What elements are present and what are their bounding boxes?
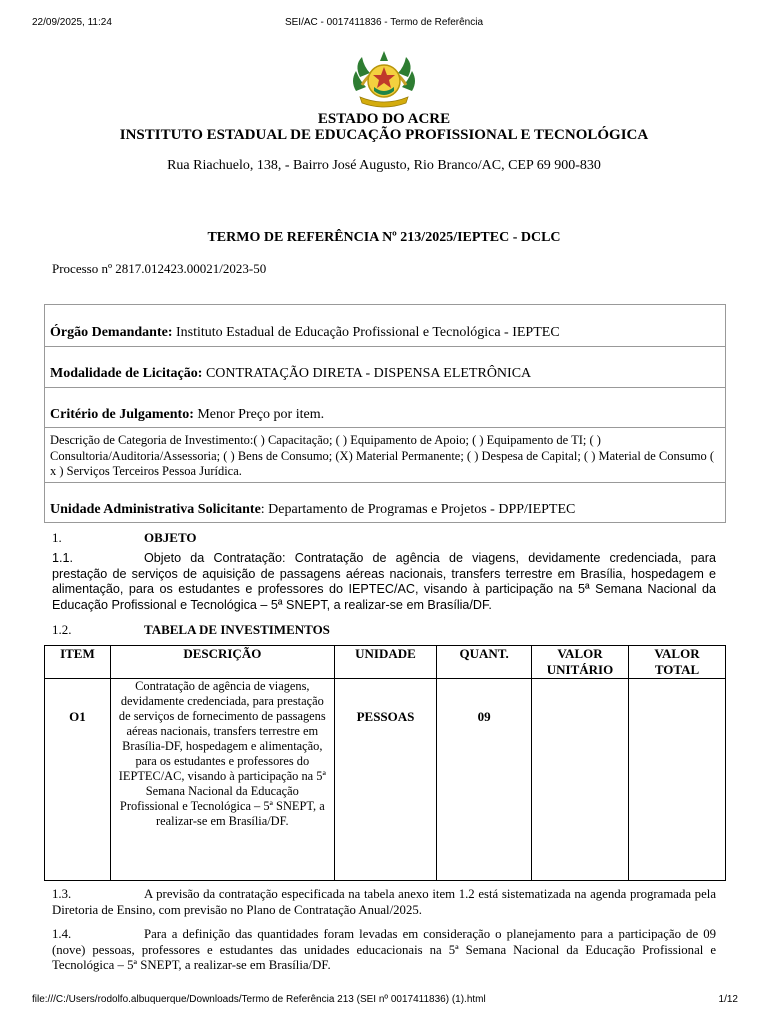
section-1-4-paragraph (52, 927, 716, 974)
modalidade-value: CONTRATAÇÃO DIRETA - DISPENSA ELETRÔNICA (202, 366, 532, 381)
table-row (45, 679, 726, 881)
print-datetime: 22/09/2025, 11:24 (32, 17, 112, 28)
section-1-1-text: Objeto da Contratação: Contratação de agência de viagens, devidamente credenciada, para prestação de serviços de aquisição de passagens aéreas nacionais, transfers terrestre em Brasília, hospedagem e alimentação, para os estudantes e professores do IEPTEC/AC, visando à participação na 5ª Semana Nacional da Educação Profissional e Tecnológica – 5ª SNEPT, a realizar-se em Brasília/DF. (52, 551, 716, 612)
print-footer (0, 994, 768, 1008)
institute-address: Rua Riachuelo, 138, - Bairro José Augusto, Rio Branco/AC, CEP 69 900-830 (167, 158, 601, 173)
header-item: ITEM (45, 646, 111, 679)
orgao-demandante-row (45, 305, 725, 347)
header-unidade: UNIDADE (334, 646, 436, 679)
acre-coat-of-arms-icon (348, 47, 420, 113)
print-header (0, 17, 768, 31)
header-valor-unitario (532, 646, 629, 679)
section-1-3-text: A previsão da contratação especificada na tabela anexo item 1.2 está sistematizada na agenda programada pela Diretoria de Ensino, com previsão no Plano de Contratação Anual/2025. (52, 887, 716, 917)
header-valor-total-line1: VALOR (654, 646, 700, 661)
section-1-1-number: 1.1. (52, 551, 74, 565)
modalidade-label: Modalidade de Licitação: (50, 366, 203, 381)
document-title: TERMO DE REFERÊNCIA Nº 213/2025/IEPTEC - DCLC (207, 230, 561, 245)
cell-item: O1 (45, 679, 111, 881)
section-1-3-number: 1.3. (52, 887, 72, 901)
header-valor-unitario-line1: VALOR (557, 646, 603, 661)
header-quant: QUANT. (437, 646, 532, 679)
header-valor-unitario-line2: UNITÁRIO (546, 662, 614, 677)
state-name: ESTADO DO ACRE (317, 111, 451, 127)
section-1-title: OBJETO (144, 530, 197, 545)
criterio-row (45, 388, 725, 428)
header-descricao: DESCRIÇÃO (110, 646, 334, 679)
section-1-1-paragraph (52, 551, 716, 613)
cell-valor-total (628, 679, 725, 881)
institute-name: INSTITUTO ESTADUAL DE EDUCAÇÃO PROFISSIONAL E TECNOLÓGICA (119, 127, 649, 143)
modalidade-row (45, 347, 725, 388)
cell-valor-unitario (532, 679, 629, 881)
investment-table (44, 645, 726, 881)
print-file-path: file:///C:/Users/rodolfo.albuquerque/Downloads/Termo de Referência 213 (SEI nº 0017411836) (1).html (32, 994, 486, 1005)
orgao-label: Órgão Demandante: (50, 325, 173, 340)
section-1-2-title: TABELA DE INVESTIMENTOS (144, 622, 330, 637)
header-valor-total (628, 646, 725, 679)
print-page-number: 1/12 (718, 994, 738, 1005)
section-1-4-number: 1.4. (52, 927, 72, 941)
orgao-value: Instituto Estadual de Educação Profissional e Tecnológica - IEPTEC (172, 325, 560, 340)
info-box (44, 304, 726, 523)
section-1-2-number: 1.2. (52, 622, 72, 637)
unidade-label: Unidade Administrativa Solicitante (50, 502, 261, 517)
header-valor-total-line2: TOTAL (654, 662, 700, 677)
section-1-3-paragraph (52, 887, 716, 918)
cell-quant: 09 (437, 679, 532, 881)
criterio-value: Menor Preço por item. (193, 407, 325, 422)
cell-descricao: Contratação de agência de viagens, devidamente credenciada, para prestação de serviços de fornecimento de passagens aéreas nacionais, transfers terrestre em Brasília-DF, hospedagem e alimentação, para os estudantes e professores do IEPTEC/AC, visando à participação na 5ª Semana Nacional da Educação Profissional e Tecnológica – 5ª SNEPT, a realizar-se em Brasília/DF. (110, 679, 334, 881)
section-1-4-text: Para a definição das quantidades foram levadas em consideração o planejamento para a participação de 09 (nove) pessoas, professores e estudantes das unidades educacionais na 5ª Semana Nacional da Educação Profissional e Tecnológica – 5ª SNEPT, a realizar-se em Brasília/DF. (52, 927, 716, 972)
unidade-row (45, 483, 725, 523)
criterio-label: Critério de Julgamento: (50, 407, 194, 422)
print-page-title: SEI/AC - 0017411836 - Termo de Referência (284, 17, 484, 28)
process-number: Processo nº 2817.012423.00021/2023-50 (52, 261, 267, 276)
section-1-number: 1. (52, 530, 62, 545)
table-header-row (45, 646, 726, 679)
categoria-row: Descrição de Categoria de Investimento:( ) Capacitação; ( ) Equipamento de Apoio; ( ) Equipamento de TI; ( ) Consultoria/Auditoria/Assessoria; ( ) Bens de Consumo; (X) Material Permanente; ( ) Despesa de Capital; ( ) Material de Consumo ( x ) Serviços Terceiros Pessoa Jurídica. (45, 428, 725, 483)
unidade-value: : Departamento de Programas e Projetos - DPP/IEPTEC (260, 502, 576, 517)
cell-unidade: PESSOAS (334, 679, 436, 881)
